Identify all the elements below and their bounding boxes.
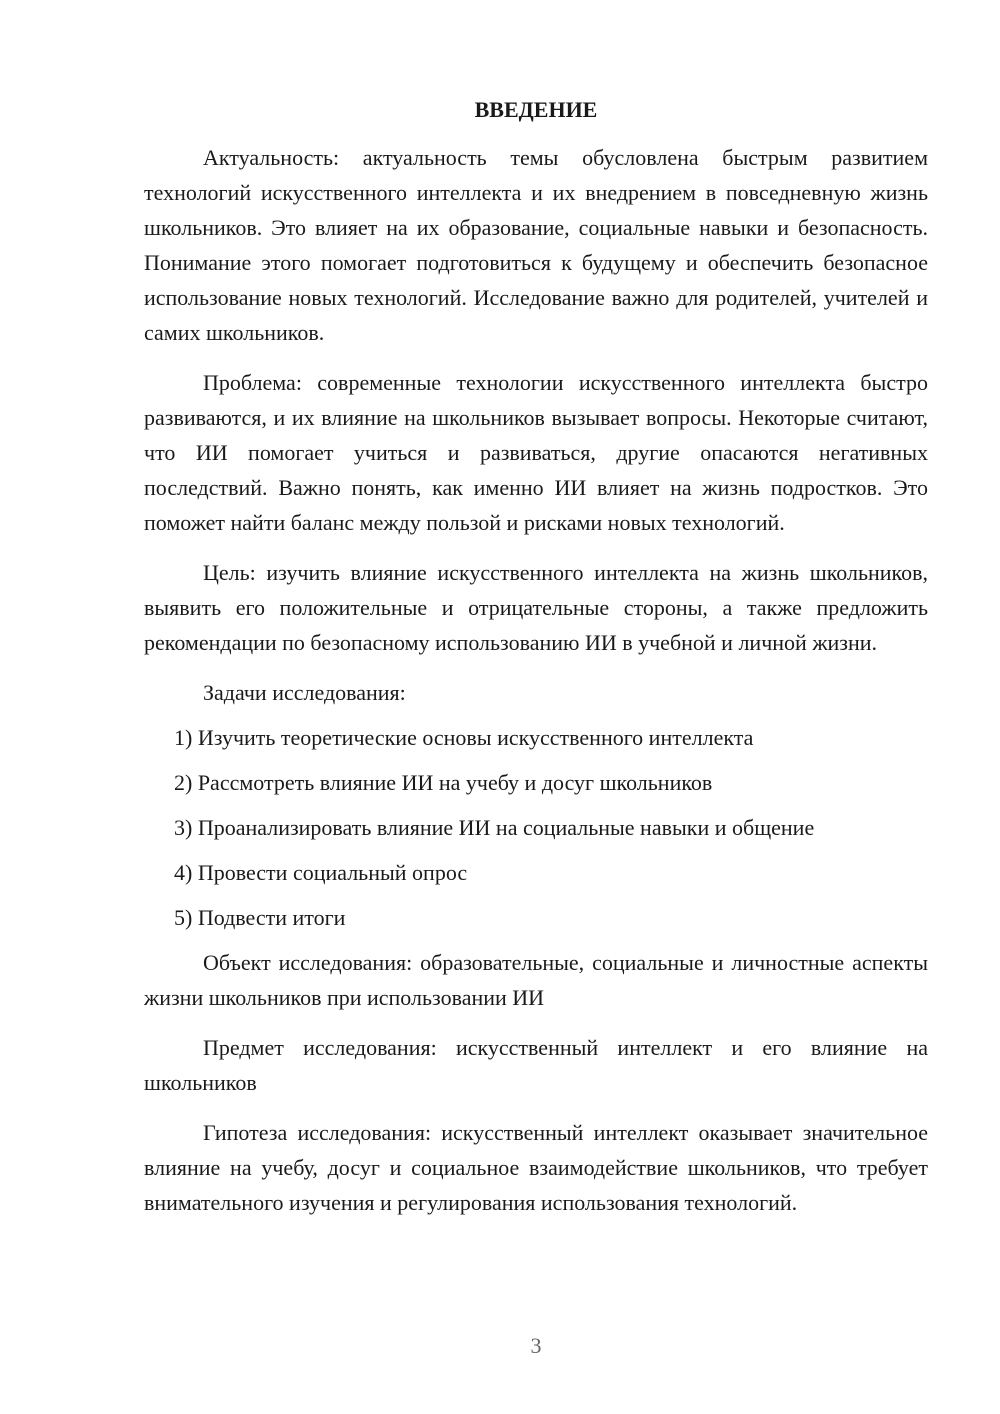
paragraph-hypothesis: Гипотеза исследования: искусственный интеллект оказывает значительное влияние на учебу, досуг и социальное взаимодействие школьников, что требует внимательного изучения и регулирования использования технологий.: [144, 1120, 928, 1215]
list-item: 3) Проанализировать влияние ИИ на социальные навыки и общение: [174, 815, 815, 840]
paragraph-goal: Цель: изучить влияние искусственного интеллекта на жизнь школьников, выявить его положительные и отрицательные стороны, а также предложить рекомендации по безопасному использованию ИИ в учебной и личной жизни.: [144, 560, 928, 655]
list-item: 5) Подвести итоги: [174, 905, 346, 930]
list-item: 2) Рассмотреть влияние ИИ на учебу и досуг школьников: [174, 770, 713, 795]
paragraph-problem: Проблема: современные технологии искусственного интеллекта быстро развиваются, и их влияние на школьников вызывает вопросы. Некоторые считают, что ИИ помогает учиться и развиваться, другие опасаются негативных последствий. Важно понять, как именно ИИ влияет на жизнь подростков. Это поможет найти баланс между пользой и рисками новых технологий.: [144, 370, 928, 535]
paragraph-object: Объект исследования: образовательные, социальные и личностные аспекты жизни школьников при использовании ИИ: [144, 950, 928, 1010]
page-title: ВВЕДЕНИЕ: [474, 97, 598, 122]
page-number: 3: [530, 1333, 542, 1358]
task-list: [144, 720, 928, 935]
paragraph-subject: Предмет исследования: искусственный интеллект и его влияние на школьников: [144, 1035, 928, 1095]
list-item: 4) Провести социальный опрос: [174, 860, 468, 885]
list-item: 1) Изучить теоретические основы искусственного интеллекта: [174, 725, 754, 750]
tasks-heading: Задачи исследования:: [203, 680, 406, 705]
document-page: [144, 92, 928, 1235]
paragraph-relevance: Актуальность: актуальность темы обусловлена быстрым развитием технологий искусственного интеллекта и их внедрением в повседневную жизнь школьников. Это влияет на их образование, социальные навыки и безопасность. Понимание этого помогает подготовиться к будущему и обеспечить безопасное использование новых технологий. Исследование важно для родителей, учителей и самих школьников.: [144, 145, 928, 345]
